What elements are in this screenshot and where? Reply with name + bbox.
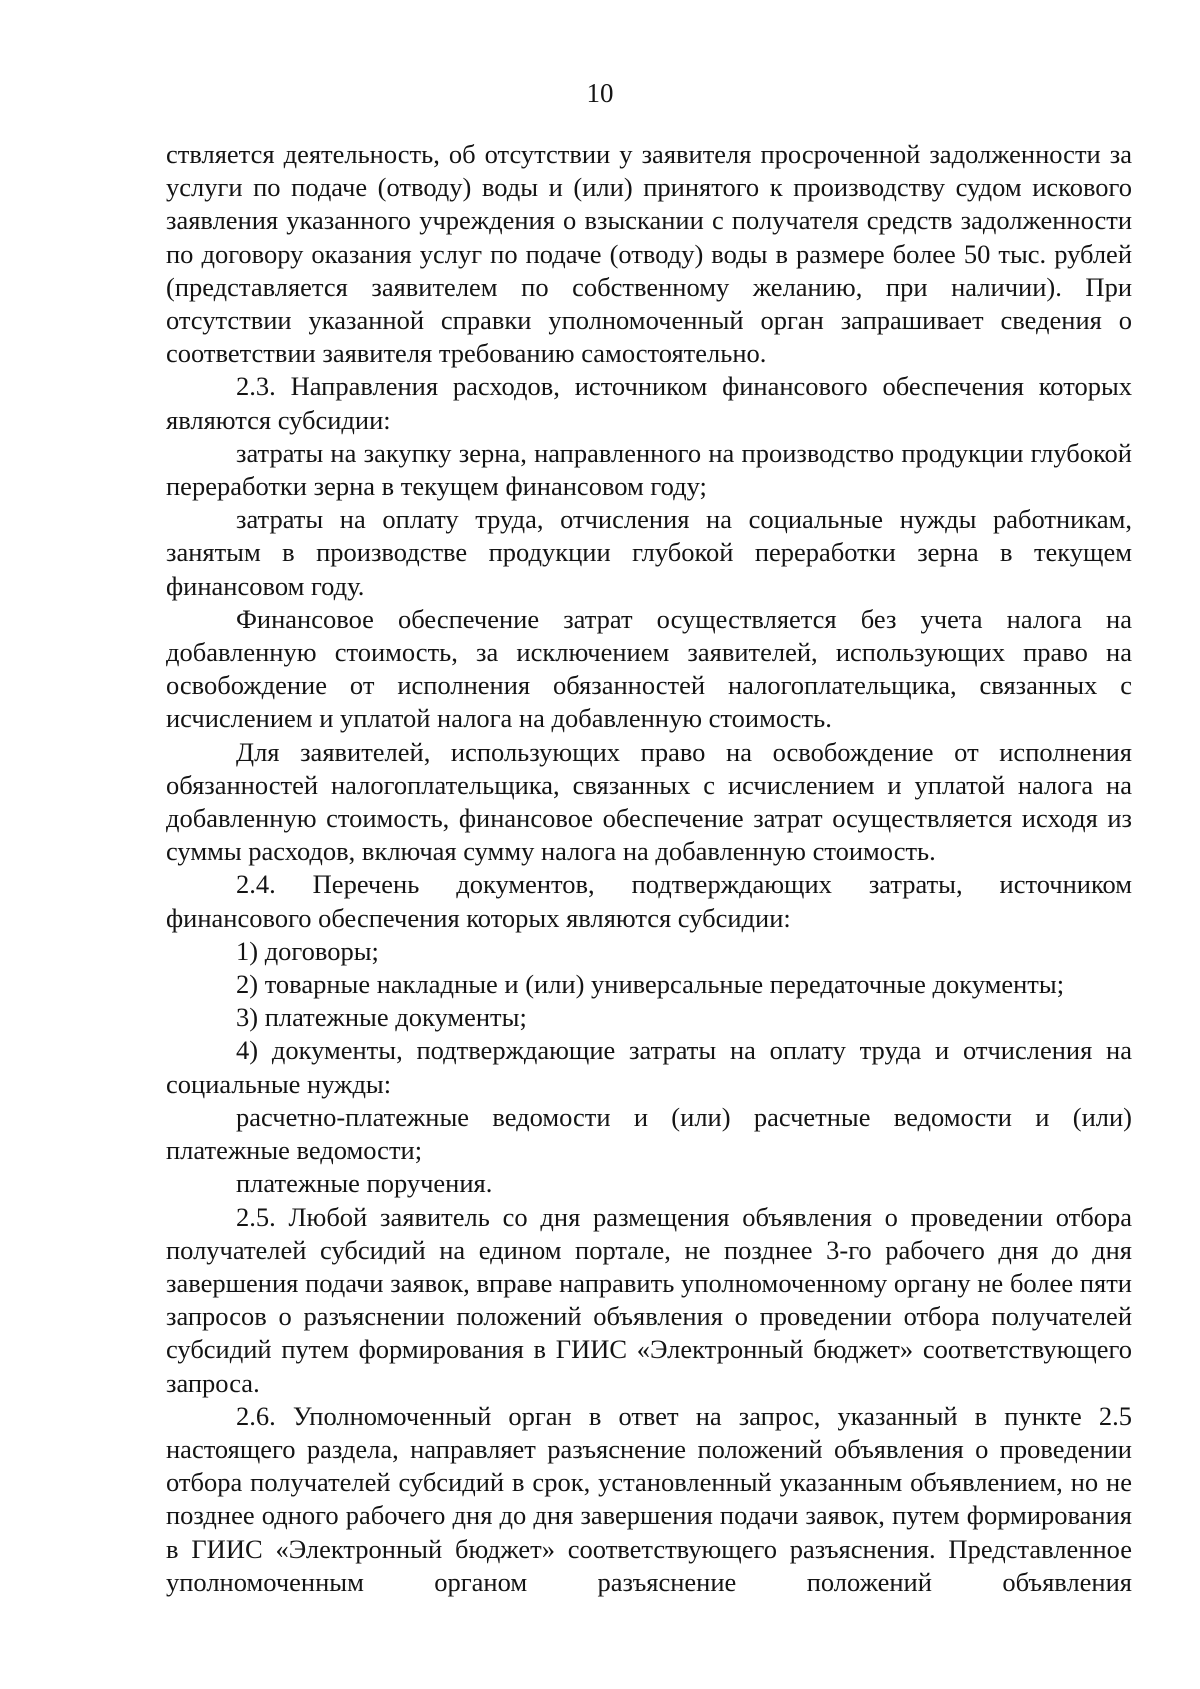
- section-2-5: 2.5. Любой заявитель со дня размещения объявления о проведении отбора получателей субсидий на едином портале, не позднее 3-го рабочего дня до дня завершения подачи заявок, вправе направить уполномоченному органу не более пяти запросов о разъяснении положений объявления о проведении отбора получателей субсидий путем формирования в ГИИС «Электронный бюджет» соответствующего запроса.: [166, 1201, 1132, 1398]
- document-list-item-3: 3) платежные документы;: [236, 1002, 527, 1033]
- expense-item-labor-costs: затраты на оплату труда, отчисления на социальные нужды работникам, занятым в производстве продукции глубокой переработки зерна в текущем финансовом году.: [166, 504, 1132, 601]
- paragraph-continuation: ствляется деятельность, об отсутствии у заявителя просроченной задолженности за услуги по подаче (отводу) воды и (или) принятого к производству судом искового заявления указанного учреждения о взыскании с получателя средств задолженности по договору оказания услуг по подаче (отводу) воды в размере более 50 тыс. рублей (представляется заявителем по собственному желанию, при наличии). При отсутствии указанной справки уполномоченный орган запрашивает сведения о соответствии заявителя требованию самостоятельно.: [166, 139, 1132, 369]
- section-2-6: 2.6. Уполномоченный орган в ответ на запрос, указанный в пункте 2.5 настоящего раздела, направляет разъяснение положений объявления о проведении отбора получателей субсидий в срок, установленный указанным объявлением, но не позднее одного рабочего дня до дня завершения подачи заявок, путем формирования в ГИИС «Электронный бюджет» соответствующего разъяснения. Представленное уполномоченным органом разъяснение положений объявления: [166, 1400, 1132, 1597]
- page-number: 10: [586, 78, 614, 108]
- section-2-4-heading: 2.4. Перечень документов, подтверждающих затраты, источником финансового обеспечения которых являются субсидии:: [166, 869, 1132, 933]
- document-list-item-1: 1) договоры;: [236, 935, 379, 966]
- document-subitem-payment-orders: платежные поручения.: [236, 1168, 493, 1199]
- document-body: [166, 138, 1132, 1599]
- section-2-3-heading: 2.3. Направления расходов, источником финансового обеспечения которых являются субсидии:: [166, 371, 1132, 435]
- document-list-item-2: 2) товарные накладные и (или) универсальные передаточные документы;: [236, 969, 1065, 1000]
- expense-item-grain-purchase: затраты на закупку зерна, направленного на производство продукции глубокой переработки зерна в текущем финансовом году;: [166, 437, 1132, 502]
- document-list-item-4: 4) документы, подтверждающие затраты на оплату труда и отчисления на социальные нужды:: [166, 1035, 1132, 1099]
- document-subitem-statements: расчетно-платежные ведомости и (или) расчетные ведомости и (или) платежные ведомости;: [166, 1101, 1132, 1166]
- paragraph-vat-exempt: Для заявителей, использующих право на освобождение от исполнения обязанностей налогоплательщика, связанных с исчислением и уплатой налога на добавленную стоимость, финансовое обеспечение затрат осуществляется исходя из суммы расходов, включая сумму налога на добавленную стоимость.: [166, 736, 1132, 867]
- paragraph-vat-exclusion: Финансовое обеспечение затрат осуществляется без учета налога на добавленную стоимость, за исключением заявителей, использующих право на освобождение от исполнения обязанностей налогоплательщика, связанных с исчислением и уплатой налога на добавленную стоимость.: [166, 603, 1132, 734]
